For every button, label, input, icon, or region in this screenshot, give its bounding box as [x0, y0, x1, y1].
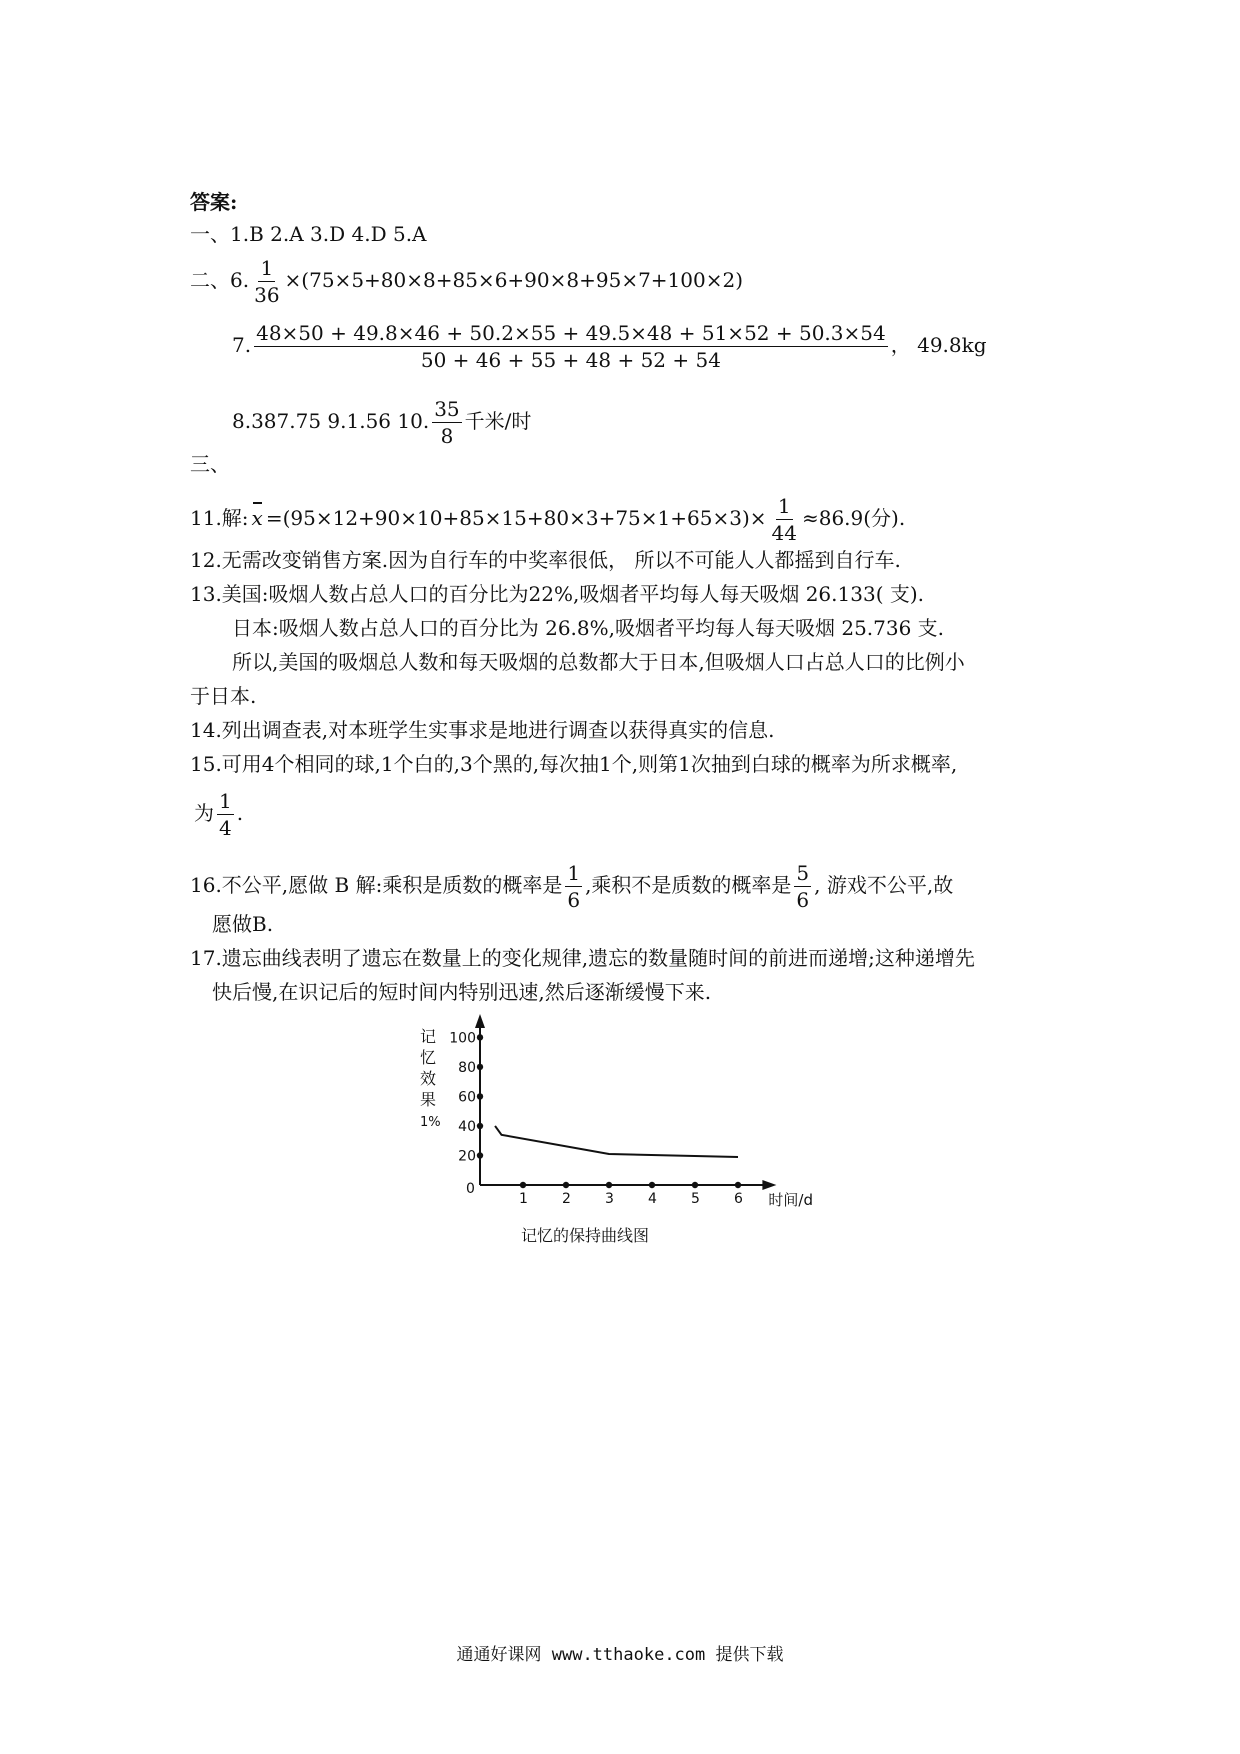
x-axis-label: 时间/d — [768, 1191, 813, 1209]
y-tick-mark — [477, 1034, 483, 1040]
y-axis-arrow — [475, 1014, 485, 1028]
y-tick-label: 40 — [458, 1118, 476, 1135]
x-tick-label: 3 — [605, 1191, 614, 1207]
chart-title: 记忆的保持曲线图 — [520, 1226, 649, 1245]
q13-line4: 于日本. — [190, 684, 257, 708]
ylabel-group — [420, 1027, 441, 1130]
q7-fraction: $\frac{48\times 50 + 49.8\times 46 + 50.2\times 55 + 49.5\times 48 + 51\times 52 + 50.3\times 54}{50 + 46 + 55 + 48 + 52 + 54}$ — [256, 321, 886, 372]
y-tick-label: 100 — [449, 1030, 476, 1047]
y-axis-label-char: 记 — [420, 1027, 437, 1046]
x-tick-label: 5 — [691, 1191, 700, 1207]
x-tick-label: 1 — [519, 1191, 528, 1207]
q16-part2: ,乘积不是质数的概率是 — [585, 873, 792, 897]
y-tick-mark — [477, 1123, 483, 1129]
q16-line1 — [190, 862, 953, 911]
q16-line2: 愿做B. — [212, 912, 274, 936]
q6-prefix: 二、6. — [190, 268, 250, 292]
tick-group — [449, 1030, 743, 1207]
q14-text: 14.列出调查表,对本班学生实事求是地进行调查以获得真实的信息. — [190, 718, 775, 742]
q13-line1: 13.美国:吸烟人数占总人口的百分比为22%,吸烟者平均每人每天吸烟 26.133( 支). — [190, 582, 925, 606]
q13-line2: 日本:吸烟人数占总人口的百分比为 26.8%,吸烟者平均每人每天吸烟 25.736 支. — [232, 616, 945, 640]
q12-text: 12.无需改变销售方案.因为自行车的中奖率很低， 所以不可能人人都摇到自行车. — [190, 548, 901, 572]
footer-text: 通通好课网 www.tthaoke.com 提供下载 — [456, 1645, 784, 1665]
q16-fraction1: $\frac{1}{6}$ — [567, 861, 581, 912]
section1-answers: 一、1.B 2.A 3.D 4.D 5.A — [190, 222, 427, 246]
y-tick-label: 60 — [458, 1089, 476, 1106]
x-tick-mark — [606, 1182, 612, 1188]
q17-line1: 17.遗忘曲线表明了遗忘在数量上的变化规律,遗忘的数量随时间的前进而递增;这种递增先 — [190, 946, 975, 970]
q10-fraction: $\frac{35}{8}$ — [434, 397, 460, 448]
x-tick-mark — [692, 1182, 698, 1188]
q15-line1: 15.可用4个相同的球,1个白的,3个黑的,每次抽1个,则第1次抽到白球的概率为所求概率, — [190, 752, 958, 776]
y-tick-label: 80 — [458, 1059, 476, 1076]
q16-fraction2: $\frac{5}{6}$ — [796, 861, 810, 912]
x-tick-label: 6 — [734, 1191, 743, 1207]
q7-label: 7. — [232, 333, 252, 357]
q16-part1: 16.不公平,愿做 B 解:乘积是质数的概率是 — [190, 873, 563, 897]
x-tick-mark — [649, 1182, 655, 1188]
retention-curve — [495, 1126, 738, 1157]
q10-unit: 千米/时 — [464, 409, 532, 433]
x-tick-label: 2 — [562, 1191, 571, 1207]
x-tick-label: 4 — [648, 1191, 657, 1207]
y-axis-label-char: 忆 — [420, 1048, 437, 1067]
q15-fraction: $\frac{1}{4}$ — [219, 789, 232, 840]
q11-label: 11.解: — [190, 506, 249, 530]
y-axis-label-char: 效 — [420, 1069, 437, 1088]
y-axis-label-char: 果 — [420, 1090, 437, 1109]
y-tick-mark — [477, 1093, 483, 1099]
x-tick-mark — [520, 1182, 526, 1188]
q16-part3: , 游戏不公平,故 — [814, 873, 954, 897]
q17-line2: 快后慢,在识记后的短时间内特别迅速,然后逐渐缓慢下来. — [212, 980, 712, 1004]
q7-line — [232, 322, 987, 371]
q15-prefix: 为 — [194, 801, 214, 825]
q11-expression: =(95×12+90×10+85×15+80×3+75×1+65×3)× — [265, 506, 767, 530]
origin-label: 0 — [466, 1181, 475, 1197]
y-tick-label: 20 — [458, 1148, 476, 1165]
q6-expression: ×(75×5+80×8+85×6+90×8+95×7+100×2) — [284, 268, 744, 292]
q13-line3: 所以,美国的吸烟总人数和每天吸烟的总数都大于日本,但吸烟人口占总人口的比例小 — [232, 650, 965, 674]
answer-heading: 答案: — [190, 190, 238, 214]
y-tick-mark — [477, 1064, 483, 1070]
q11-result: ≈86.9(分). — [801, 506, 906, 530]
q8-9-10-text: 8.387.75 9.1.56 10. — [232, 409, 430, 433]
q6-line — [190, 257, 743, 306]
y-axis-label-char: 1% — [420, 1115, 441, 1130]
y-tick-mark — [477, 1152, 483, 1158]
q11-line — [190, 495, 905, 544]
x-bar-symbol: x — [251, 506, 263, 530]
q8-10-line — [232, 398, 531, 447]
q15-line2 — [194, 790, 243, 839]
memory-retention-chart — [420, 1010, 840, 1220]
x-axis-arrow — [762, 1180, 776, 1190]
q15-suffix: . — [236, 801, 244, 825]
q6-fraction: $\frac{1}{36}$ — [254, 256, 280, 307]
q7-result: ， 49.8kg — [890, 333, 987, 357]
x-tick-mark — [735, 1182, 741, 1188]
q11-fraction: $\frac{1}{44}$ — [771, 494, 797, 545]
x-tick-mark — [563, 1182, 569, 1188]
section3-heading: 三、 — [190, 452, 230, 476]
